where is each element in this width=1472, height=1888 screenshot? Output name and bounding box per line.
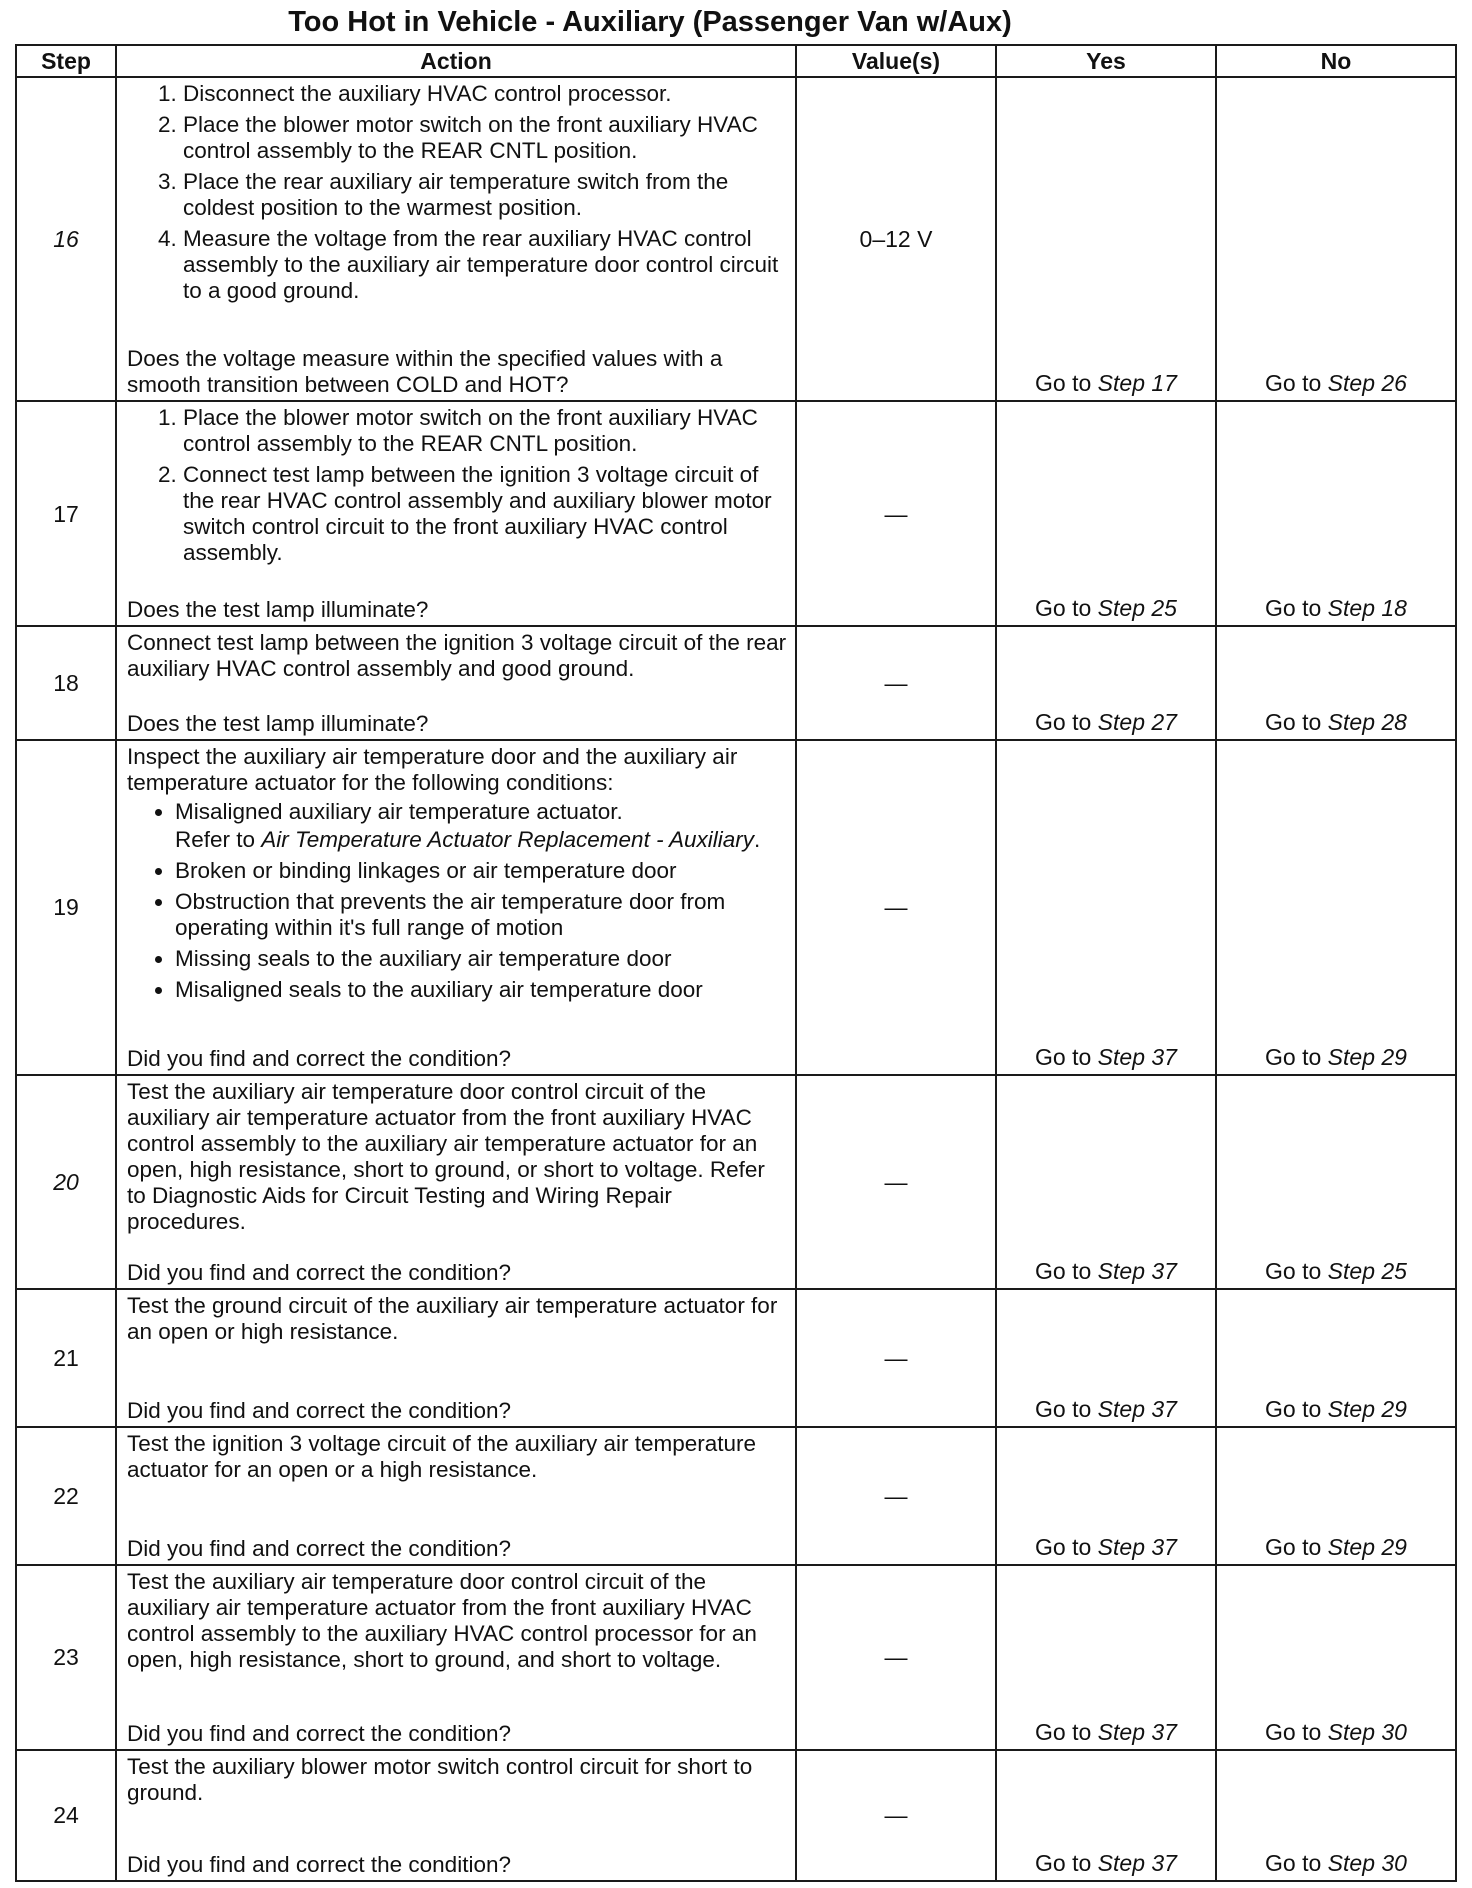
action-cell [116,1750,796,1881]
yes-step-link[interactable]: Step 27 [1097,708,1177,735]
no-step-link[interactable]: Step 26 [1327,369,1407,396]
goto-prefix: Go to [1035,1850,1098,1876]
step-number: 23 [16,1565,116,1750]
no-cell [1216,401,1456,627]
step-column-header: Step [16,45,116,77]
action-cell [116,77,796,401]
yes-step-link[interactable]: Step 37 [1097,1850,1177,1876]
question-text: Does the voltage measure within the specified values with a smooth transition between COLD and HOT? [127,345,723,397]
condition-item: • Broken or binding linkages or air temperature door [175,858,787,884]
goto-prefix: Go to [1265,1718,1328,1745]
table-row [16,1075,1456,1290]
yes-step-link[interactable]: Step 25 [1097,595,1177,622]
goto-prefix: Go to [1265,708,1328,735]
goto-prefix: Go to [1035,1534,1098,1561]
yes-step-link[interactable]: Step 37 [1097,1043,1177,1070]
yes-cell [996,626,1216,739]
yes-step-link[interactable]: Step 37 [1097,1534,1177,1561]
action-text: Test the auxiliary air temperature door control circuit of the auxiliary air temperature actuator from the front auxiliary HVAC control assembly to the auxiliary air temperature actuator for an open, high resistance, short to ground, or short to voltage. Refer to Diagnostic Aids for Circuit Testing and Wiring Repair procedures. [127,1078,765,1234]
question-text: Did you find and correct the condition? [127,1045,511,1071]
condition-list [127,799,787,1003]
no-step-link[interactable]: Step 25 [1327,1258,1407,1285]
step-number: 16 [16,77,116,401]
condition-item: • Obstruction that prevents the air temperature door from operating within it's full range of motion [175,889,787,941]
goto-prefix: Go to [1035,1258,1098,1285]
no-cell [1216,1075,1456,1290]
no-cell [1216,626,1456,739]
no-step-link[interactable]: Step 29 [1327,1396,1407,1423]
no-cell [1216,1427,1456,1565]
yes-column-header: Yes [996,45,1216,77]
condition-item: • Misaligned seals to the auxiliary air temperature door [175,977,787,1003]
value-cell: — [796,1565,996,1750]
diagnostic-table [15,44,1457,1882]
no-cell [1216,1565,1456,1750]
yes-cell [996,401,1216,627]
value-cell: 0–12 V [796,77,996,401]
instruction-item: 1. Disconnect the auxiliary HVAC control processor. [183,81,787,107]
action-cell [116,1075,796,1290]
action-cell [116,401,796,627]
no-cell [1216,740,1456,1075]
value-cell: — [796,1289,996,1427]
table-row [16,1427,1456,1565]
step-number: 24 [16,1750,116,1881]
refer-note: Refer to Air Temperature Actuator Replacement - Auxiliary. [175,826,761,852]
step-number: 21 [16,1289,116,1427]
value-cell: — [796,1427,996,1565]
goto-prefix: Go to [1265,1850,1328,1876]
table-row [16,1750,1456,1881]
yes-cell [996,740,1216,1075]
action-column-header: Action [116,45,796,77]
procedure-link[interactable]: Air Temperature Actuator Replacement - Auxiliary [261,826,755,852]
yes-step-link[interactable]: Step 37 [1097,1396,1177,1423]
instruction-list [127,405,787,571]
no-step-link[interactable]: Step 28 [1327,708,1407,735]
goto-prefix: Go to [1035,708,1098,735]
action-cell [116,626,796,739]
goto-prefix: Go to [1035,1718,1098,1745]
yes-cell [996,1565,1216,1750]
step-number: 22 [16,1427,116,1565]
no-step-link[interactable]: Step 18 [1327,595,1407,622]
value-cell: — [796,626,996,739]
action-text: Test the ignition 3 voltage circuit of the auxiliary air temperature actuator for an open or a high resistance. [127,1431,757,1483]
yes-step-link[interactable]: Step 37 [1097,1258,1177,1285]
action-cell [116,1427,796,1565]
no-cell [1216,1289,1456,1427]
goto-prefix: Go to [1265,1258,1328,1285]
step-number: 17 [16,401,116,627]
question-text: Did you find and correct the condition? [127,1398,511,1424]
instruction-item: 4. Measure the voltage from the rear auxiliary HVAC control assembly to the auxiliary air temperature door control circuit to a good ground. [183,226,787,304]
condition-item: • Misaligned auxiliary air temperature actuator. Refer to Air Temperature Actuator Replacement - Auxiliary. [175,799,787,853]
yes-cell [996,1427,1216,1565]
action-text: Test the ground circuit of the auxiliary air temperature actuator for an open or high resistance. [127,1293,778,1345]
question-text: Did you find and correct the condition? [127,1536,511,1562]
table-row [16,401,1456,627]
yes-step-link[interactable]: Step 37 [1097,1718,1177,1745]
question-text: Did you find and correct the condition? [127,1260,511,1286]
goto-prefix: Go to [1265,1534,1328,1561]
action-text: Connect test lamp between the ignition 3 voltage circuit of the rear auxiliary HVAC control assembly and good ground. [127,630,787,682]
instruction-item: 2. Place the blower motor switch on the front auxiliary HVAC control assembly to the REAR CNTL position. [183,112,787,164]
goto-prefix: Go to [1035,595,1098,622]
no-step-link[interactable]: Step 29 [1327,1043,1407,1070]
goto-prefix: Go to [1035,369,1098,396]
value-cell: — [796,1075,996,1290]
value-cell: — [796,401,996,627]
table-row [16,77,1456,401]
instruction-item: 2. Connect test lamp between the ignition 3 voltage circuit of the rear HVAC control assembly and auxiliary blower motor switch control circuit to the front auxiliary HVAC control assembly. [183,462,787,566]
action-cell [116,1565,796,1750]
goto-prefix: Go to [1035,1043,1098,1070]
no-cell [1216,77,1456,401]
goto-prefix: Go to [1265,369,1328,396]
table-row [16,1565,1456,1750]
value-cell: — [796,740,996,1075]
yes-cell [996,1075,1216,1290]
condition-item: • Missing seals to the auxiliary air temperature door [175,946,787,972]
yes-cell [996,1289,1216,1427]
instruction-item: 1. Place the blower motor switch on the front auxiliary HVAC control assembly to the REAR CNTL position. [183,405,787,457]
instruction-item: 3. Place the rear auxiliary air temperature switch from the coldest position to the warmest position. [183,169,787,221]
header-row [16,45,1456,77]
no-step-link[interactable]: Step 30 [1327,1718,1407,1745]
no-step-link[interactable]: Step 29 [1327,1534,1407,1561]
values-column-header: Value(s) [796,45,996,77]
table-row [16,740,1456,1075]
step-number: 19 [16,740,116,1075]
step-number: 18 [16,626,116,739]
yes-step-link[interactable]: Step 17 [1097,369,1177,396]
goto-prefix: Go to [1265,1043,1328,1070]
instruction-list [127,81,787,309]
table-row [16,626,1456,739]
no-step-link[interactable]: Step 30 [1327,1850,1407,1876]
page-title: Too Hot in Vehicle - Auxiliary (Passenger Van w/Aux) [288,6,1012,38]
goto-prefix: Go to [1035,1396,1098,1423]
question-text: Did you find and correct the condition? [127,1852,511,1877]
no-cell [1216,1750,1456,1881]
action-text: Test the auxiliary air temperature door control circuit of the auxiliary air temperature actuator from the front auxiliary HVAC control assembly to the auxiliary HVAC control processor for an open, high resistance, short to ground, and short to voltage. [127,1569,757,1673]
step-number: 20 [16,1075,116,1290]
action-text: Test the auxiliary blower motor switch control circuit for short to ground. [127,1753,753,1805]
yes-cell [996,77,1216,401]
yes-cell [996,1750,1216,1881]
action-text: Inspect the auxiliary air temperature door and the auxiliary air temperature actuator for the following conditions: [127,743,738,795]
value-cell: — [796,1750,996,1881]
goto-prefix: Go to [1265,595,1328,622]
action-cell [116,740,796,1075]
no-column-header: No [1216,45,1456,77]
question-text: Does the test lamp illuminate? [127,597,429,623]
question-text: Does the test lamp illuminate? [127,710,429,736]
action-cell [116,1289,796,1427]
question-text: Did you find and correct the condition? [127,1720,511,1746]
goto-prefix: Go to [1265,1396,1328,1423]
table-row [16,1289,1456,1427]
